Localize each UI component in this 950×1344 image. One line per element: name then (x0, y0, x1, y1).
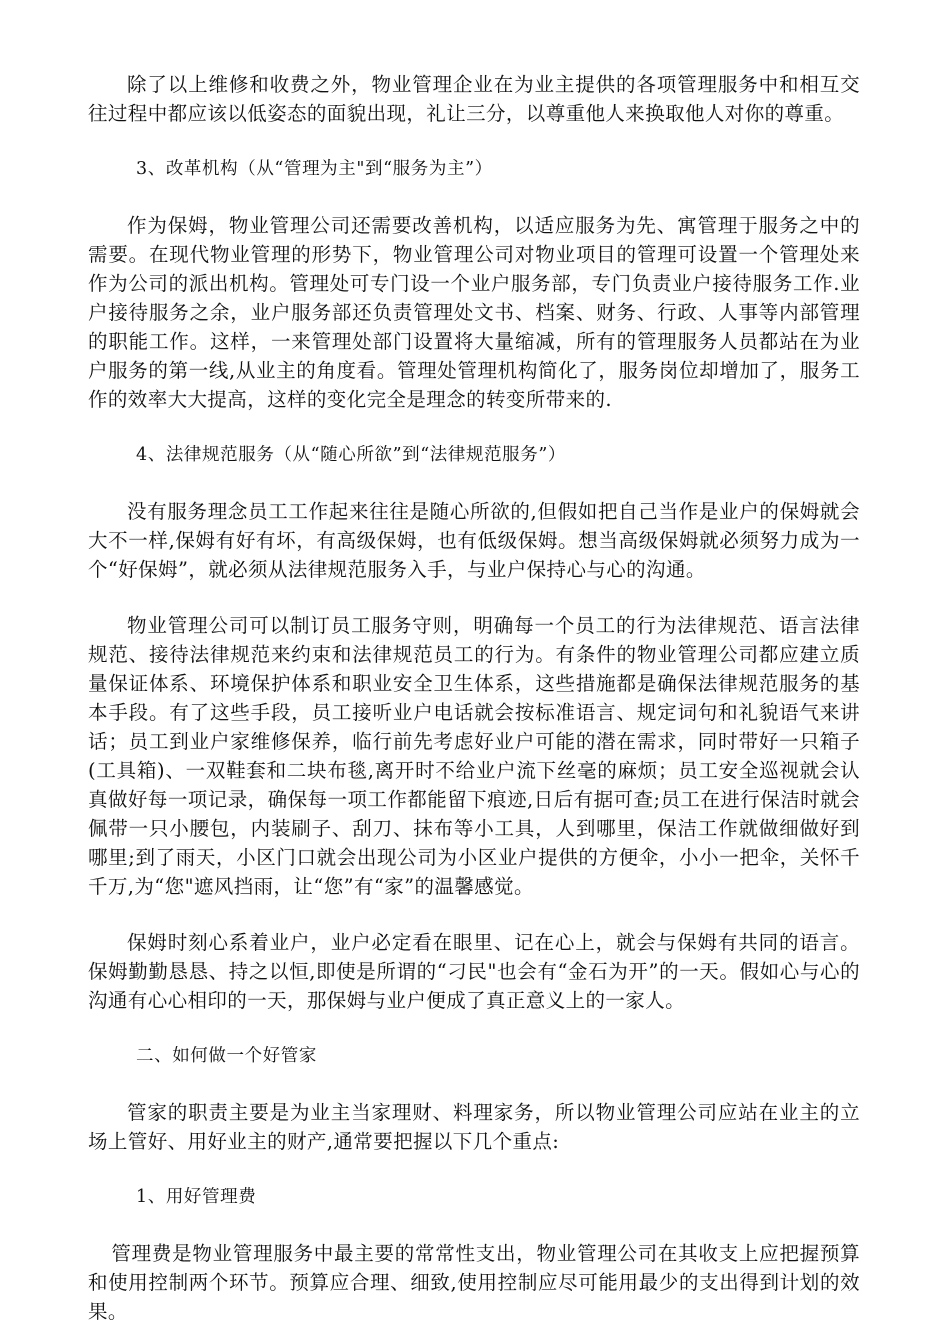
paragraph: 保姆时刻心系着业户，业户必定看在眼里、记在心上，就会与保姆有共同的语言。保姆勤勤恳恳、持之以恒,即使是所谓的“刁民"也会有“金石为开”的一天。假如心与心的沟通有心心相印的一天，那保姆与业户便成了真正意义上的一家人。 (88, 931, 860, 1012)
paragraph: 管理费是物业管理服务中最主要的常常性支出，物业管理公司在其收支上应把握预算和使用控制两个环节。预算应合理、细致,使用控制应尽可能用最少的支出得到计划的效果。 (88, 1242, 860, 1323)
paragraph: 除了以上维修和收费之外，物业管理企业在为业主提供的各项管理服务中和相互交往过程中都应该以低姿态的面貌出现，礼让三分，以尊重他人来换取他人对你的尊重。 (88, 73, 860, 125)
section-heading: 1、用好管理费 (136, 1187, 257, 1207)
section-heading: 二、如何做一个好管家 (136, 1046, 317, 1066)
paragraph: 作为保姆，物业管理公司还需要改善机构，以适应服务为先、寓管理于服务之中的需要。在现代物业管理的形势下，物业管理公司对物业项目的管理可设置一个管理处来作为公司的派出机构。管理处可专门设一个业户服务部，专门负责业户接待服务工作.业户接待服务之余，业户服务部还负责管理处文书、档案、财务、行政、人事等内部管理的职能工作。这样，一来管理处部门设置将大量缩减，所有的管理服务人员都站在为业户服务的第一线,从业主的角度看。管理处管理机构简化了，服务岗位却增加了，服务工作的效率大大提高，这样的变化完全是理念的转变所带来的. (88, 214, 860, 411)
section-heading: 4、法律规范服务（从“随心所欲”到“法律规范服务”） (136, 445, 567, 465)
paragraph: 没有服务理念员工工作起来往往是随心所欲的,但假如把自己当作是业户的保姆就会大不一样,保姆有好有坏，有高级保姆，也有低级保姆。想当高级保姆就必须努力成为一个“好保姆”，就必须从法律规范服务入手，与业户保持心与心的沟通。 (88, 500, 860, 581)
section-heading: 3、改革机构（从“管理为主"到“服务为主”） (136, 159, 493, 179)
paragraph: 物业管理公司可以制订员工服务守则，明确每一个员工的行为法律规范、语言法律规范、接待法律规范来约束和法律规范员工的行为。有条件的物业管理公司都应建立质量保证体系、环境保护体系和职业安全卫生体系，这些措施都是确保法律规范服务的基本手段。有了这些手段，员工接听业户电话就会按标准语言、规定词句和礼貌语气来讲话；员工到业户家维修保养，临行前先考虑好业户可能的潜在需求，同时带好一只箱子(工具箱)、一双鞋套和二块布毯,离开时不给业户流下丝毫的麻烦；员工安全巡视就会认真做好每一项记录，确保每一项工作都能留下痕迹,日后有据可查;员工在进行保洁时就会佩带一只小腰包，内装刷子、刮刀、抹布等小工具，人到哪里，保洁工作就做细做好到哪里;到了雨天，小区门口就会出现公司为小区业户提供的方便伞，小小一把伞，关怀千千万,为“您"遮风挡雨，让“您”有“家”的温馨感觉。 (88, 614, 860, 898)
document-body (88, 70, 860, 1326)
paragraph: 管家的职责主要是为业主当家理财、料理家务，所以物业管理公司应站在业主的立场上管好、用好业主的财产,通常要把握以下几个重点: (88, 1101, 860, 1153)
